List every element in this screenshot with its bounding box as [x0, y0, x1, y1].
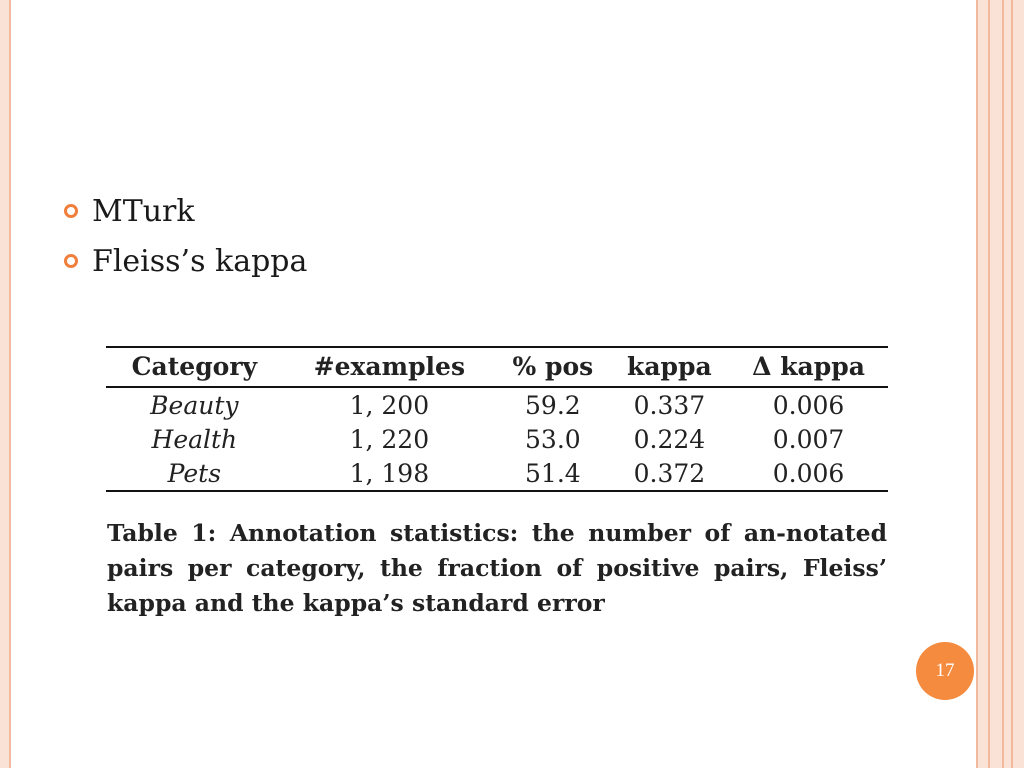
header-pos: % pos [496, 347, 610, 387]
table-header-row [106, 347, 888, 387]
cell-delta-kappa: 0.006 [772, 390, 845, 420]
cell-kappa: 0.224 [633, 424, 706, 454]
cell-pos: 51.4 [496, 456, 610, 491]
header-kappa: kappa [610, 347, 729, 387]
header-examples: #examples [283, 347, 496, 387]
cell-pos: 53.0 [525, 424, 581, 454]
cell-category: Health [151, 424, 238, 454]
cell-delta-kappa: 0.007 [772, 424, 845, 454]
bullet-text: Fleiss’s kappa [92, 243, 308, 279]
table-row [106, 456, 888, 491]
page-number-badge: 17 [916, 642, 974, 700]
cell-examples: 1, 200 [349, 390, 430, 420]
bullet-text: MTurk [92, 193, 195, 229]
right-decorative-stripes [976, 0, 1024, 768]
annotation-stats-table [106, 346, 888, 492]
circle-bullet-icon [64, 254, 78, 268]
bullet-item [64, 186, 307, 236]
cell-kappa: 0.372 [610, 456, 729, 491]
bullet-item [64, 236, 307, 286]
table-row [106, 422, 888, 456]
cell-category: Beauty [150, 390, 239, 420]
header-category: Category [106, 347, 283, 387]
cell-category: Pets [106, 456, 283, 491]
cell-delta-kappa: 0.006 [729, 456, 888, 491]
left-decorative-stripe [0, 0, 11, 768]
table-caption: Table 1: Annotation statistics: the number of an-notated pairs per category, the fraction of positive pairs, Fleiss’ kappa and the kappa’s standard error [107, 519, 887, 617]
table-figure [106, 346, 888, 492]
header-delta-kappa: Δ kappa [729, 347, 888, 387]
cell-pos: 59.2 [525, 390, 581, 420]
bullet-list [64, 186, 307, 286]
table-row [106, 387, 888, 422]
cell-examples: 1, 220 [349, 424, 430, 454]
circle-bullet-icon [64, 204, 78, 218]
cell-examples: 1, 198 [283, 456, 496, 491]
cell-kappa: 0.337 [633, 390, 706, 420]
